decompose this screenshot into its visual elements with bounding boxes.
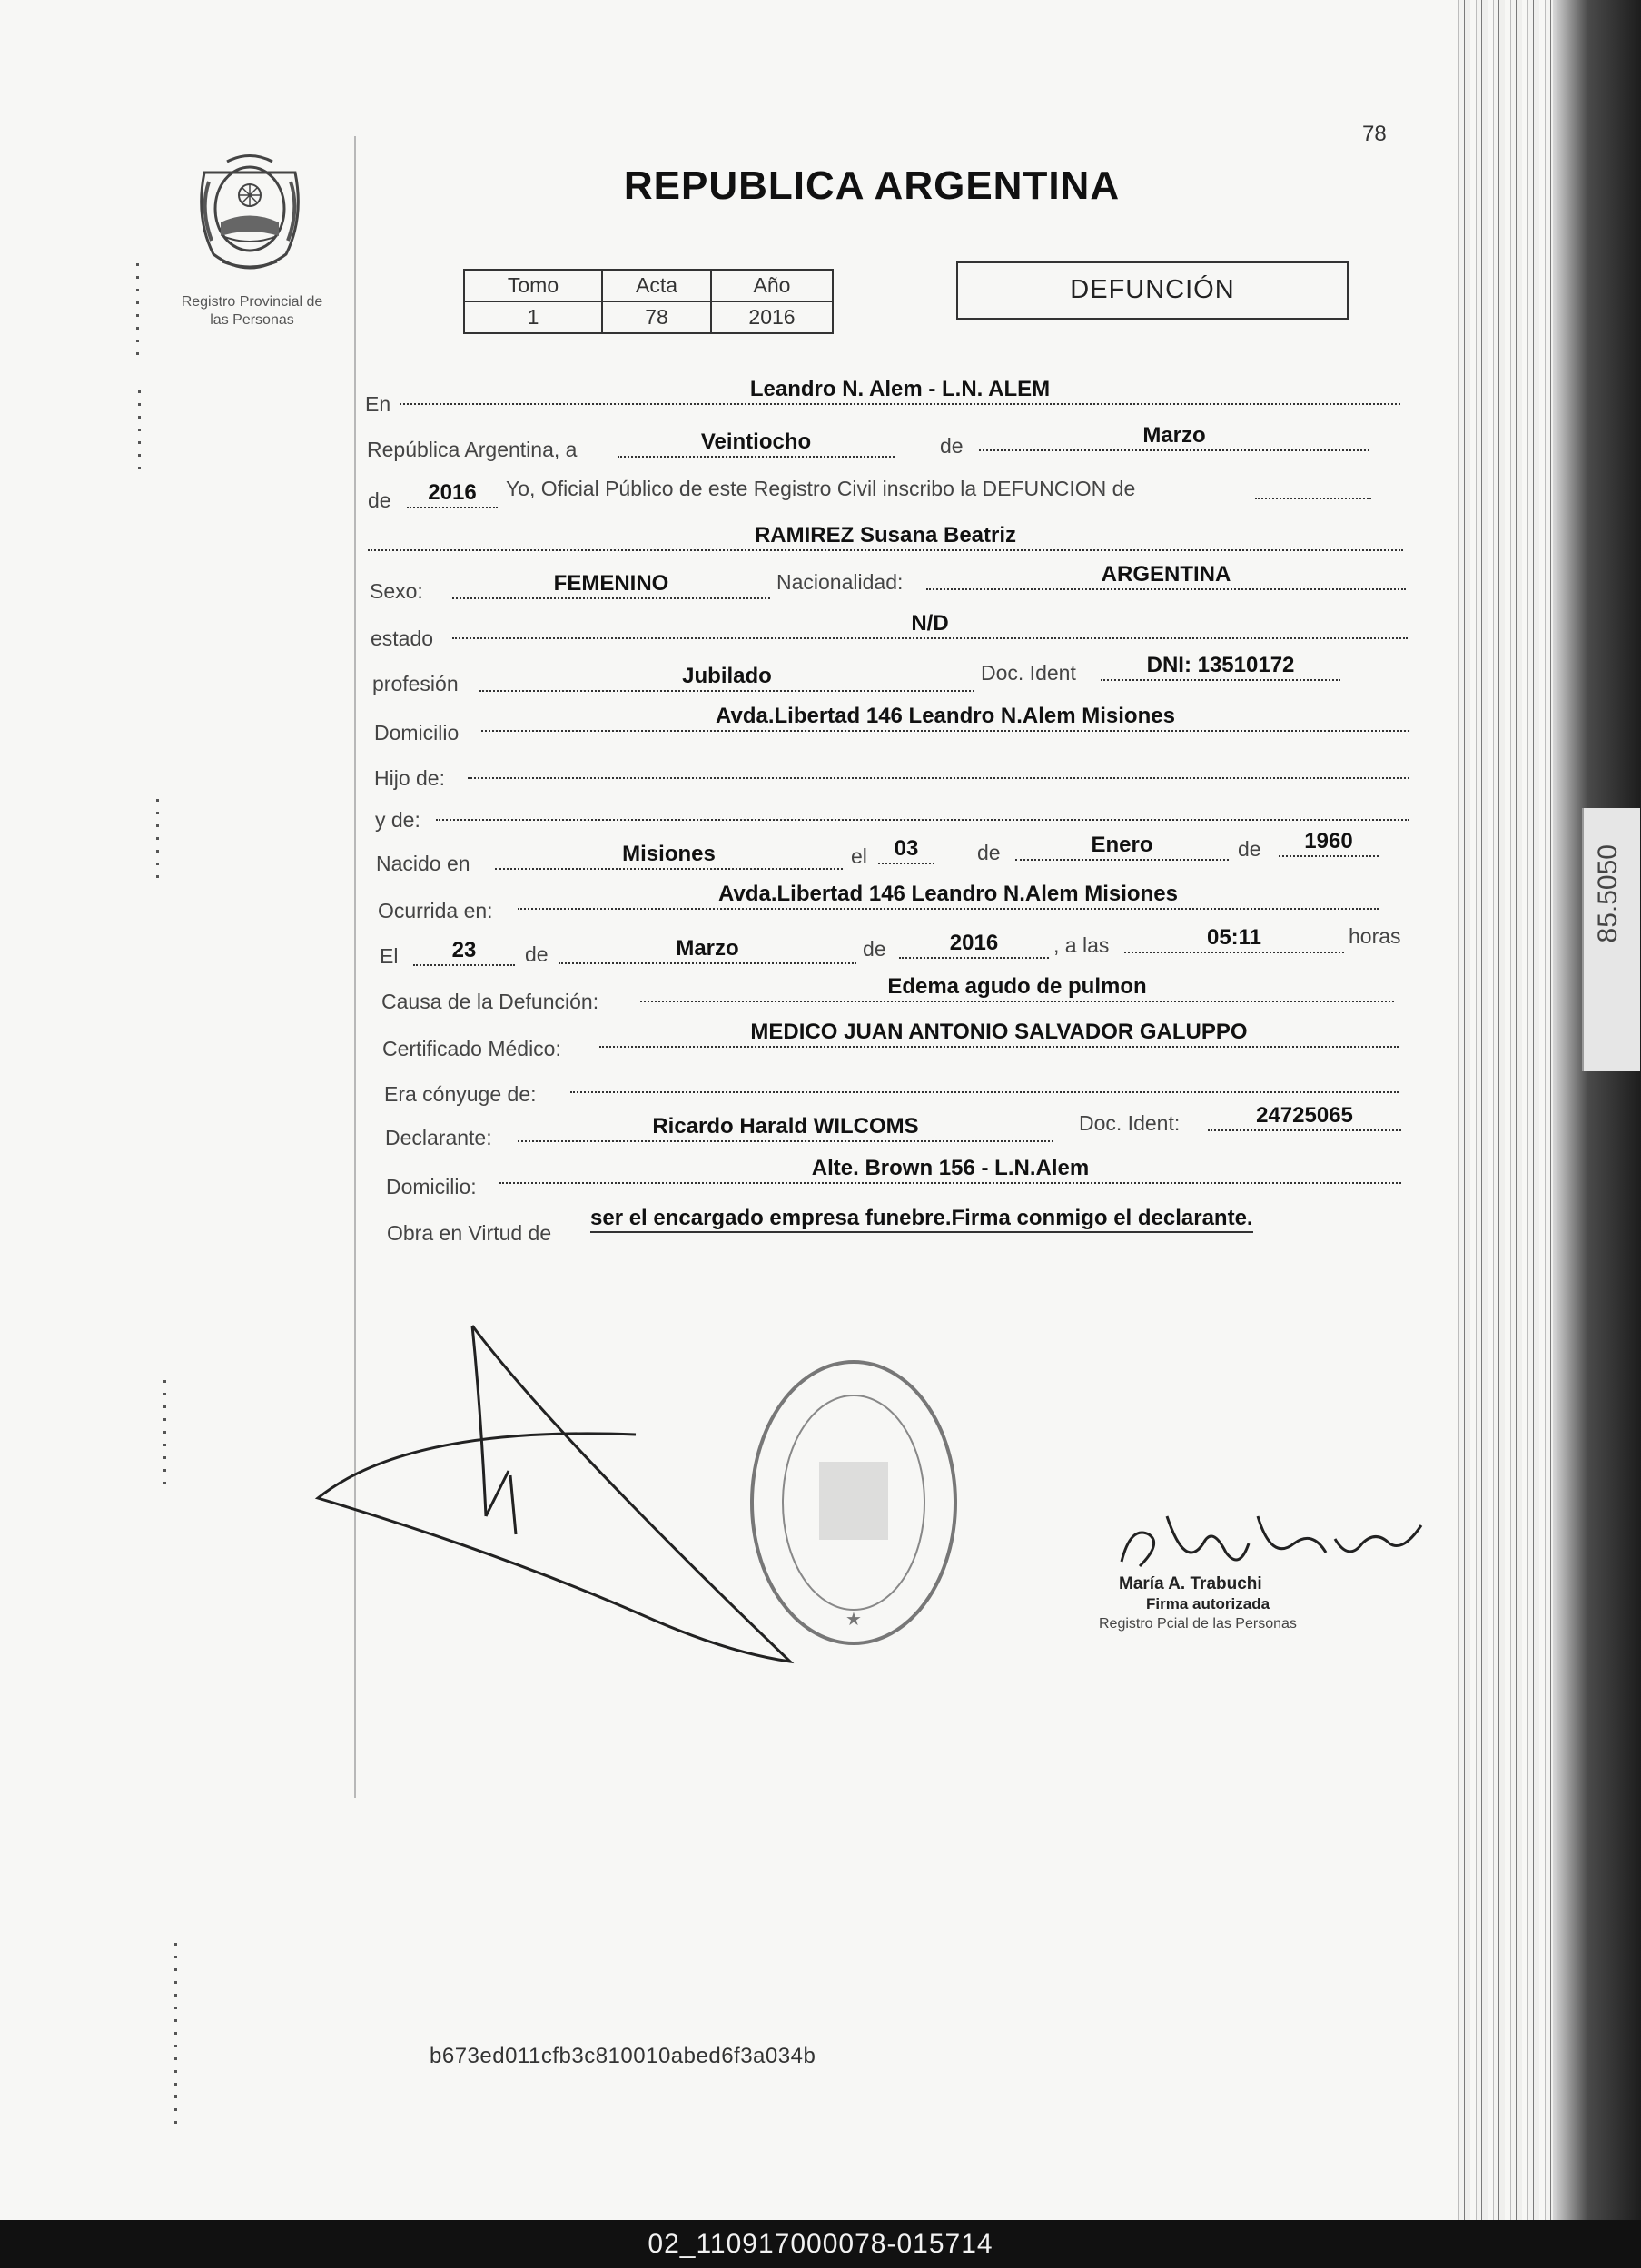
nacido-label: Nacido en: [376, 852, 470, 875]
document-hash: b673ed011cfb3c810010abed6f3a034b: [430, 2044, 816, 2068]
fall-de-label: de: [525, 942, 549, 966]
fall-dia-field: 23: [413, 937, 515, 966]
registro-line-2: las Personas: [210, 312, 294, 328]
hijo-field: [468, 750, 1409, 779]
nacido-field: Misiones: [495, 841, 843, 870]
republica-label: República Argentina, a: [367, 438, 578, 461]
declarante-label: Declarante:: [385, 1126, 492, 1149]
provincial-emblem-icon: [186, 145, 313, 281]
binding-dots: [138, 390, 141, 472]
fall-de2-label: de: [863, 937, 886, 961]
hora-field: 05:11: [1124, 924, 1344, 953]
domicilio-field: Avda.Libertad 146 Leandro N.Alem Misiones: [481, 703, 1409, 732]
domicilio2-label: Domicilio:: [386, 1175, 477, 1198]
sexo-field: FEMENINO: [452, 570, 770, 599]
hijo-label: Hijo de:: [374, 766, 445, 790]
nombre-field: RAMIREZ Susana Beatriz: [368, 522, 1403, 551]
horas-label: horas: [1349, 924, 1401, 948]
declarante-signature-icon: [300, 1307, 808, 1689]
nac-de2-label: de: [1238, 837, 1261, 861]
scan-id-bar: 02_110917000078-015714: [0, 2220, 1641, 2268]
profesion-field: Jubilado: [479, 663, 974, 692]
lugar-field: Leandro N. Alem - L.N. ALEM: [400, 376, 1400, 405]
obra-label: Obra en Virtud de: [387, 1221, 552, 1245]
signature-block: [1099, 1574, 1297, 1634]
alas-label: , a las: [1053, 933, 1110, 957]
signatory-name: María A. Trabuchi: [1119, 1574, 1262, 1593]
page-number: 78: [1362, 122, 1387, 146]
signatory-role: Firma autorizada: [1146, 1595, 1270, 1612]
table-header: Acta: [602, 270, 711, 301]
nac-dia-field: 03: [878, 835, 934, 864]
tomo-value: 1: [464, 301, 602, 333]
nacionalidad-label: Nacionalidad:: [776, 570, 904, 594]
table-row: [464, 301, 833, 333]
registro-label: [154, 293, 350, 330]
profesion-label: profesión: [372, 672, 459, 695]
certificado-label: Certificado Médico:: [382, 1037, 561, 1060]
nacionalidad-field: ARGENTINA: [926, 561, 1406, 590]
mes-field: Marzo: [979, 422, 1369, 451]
nac-mes-field: Enero: [1015, 832, 1229, 861]
causa-label: Causa de la Defunción:: [381, 990, 599, 1013]
el2-label: El: [380, 944, 399, 968]
binding-dots: [163, 1380, 166, 1489]
table-header: Tomo: [464, 270, 602, 301]
fall-anio-field: 2016: [899, 930, 1049, 959]
document-type-box: DEFUNCIÓN: [956, 261, 1349, 320]
page-title: REPUBLICA ARGENTINA: [623, 163, 1121, 208]
binding-dots: [174, 1943, 177, 2125]
table-header-row: [464, 270, 833, 301]
certificado-field: MEDICO JUAN ANTONIO SALVADOR GALUPPO: [599, 1019, 1399, 1048]
yde-label: y de:: [375, 808, 420, 832]
binding-dots: [156, 799, 159, 881]
yde-field: [436, 792, 1409, 821]
inscribo-text: Yo, Oficial Público de este Registro Civil inscribo la DEFUNCION de: [506, 477, 1136, 500]
doc-ident2-field: 24725065: [1208, 1102, 1401, 1131]
record-table: [463, 269, 834, 334]
scan-border: [1553, 0, 1641, 2220]
estado-field: N/D: [452, 610, 1408, 639]
svg-text:★: ★: [845, 1610, 862, 1630]
fall-mes-field: Marzo: [559, 935, 856, 964]
doc-ident2-label: Doc. Ident:: [1079, 1111, 1181, 1135]
domicilio2-field: Alte. Brown 156 - L.N.Alem: [499, 1155, 1401, 1184]
ocurrida-field: Avda.Libertad 146 Leandro N.Alem Misiones: [518, 881, 1379, 910]
doc-ident-label: Doc. Ident: [981, 661, 1076, 685]
conyuge-label: Era cónyuge de:: [384, 1082, 537, 1106]
causa-field: Edema agudo de pulmon: [640, 973, 1394, 1002]
nac-de-label: de: [977, 841, 1001, 864]
estado-label: estado: [371, 626, 434, 650]
de-label: de: [940, 434, 964, 458]
side-tab: [1582, 808, 1640, 1071]
anio-value: 2016: [711, 301, 833, 333]
official-stamp-icon: [745, 1353, 963, 1652]
declarante-field: Ricardo Harald WILCOMS: [518, 1113, 1053, 1142]
anio-field: 2016: [407, 479, 498, 508]
el-label: el: [851, 844, 867, 868]
side-tab-label: 85.5050: [1593, 844, 1623, 943]
en-label: En: [365, 392, 391, 416]
binding-dots: [136, 263, 139, 363]
dia-field: Veintiocho: [618, 429, 895, 458]
signatory-office: Registro Pcial de las Personas: [1099, 1616, 1297, 1632]
sexo-label: Sexo:: [370, 579, 423, 603]
doc-ident-field: DNI: 13510172: [1101, 652, 1340, 681]
table-header: Año: [711, 270, 833, 301]
obra-field: ser el encargado empresa funebre.Firma conmigo el declarante.: [590, 1206, 1253, 1233]
inscribo-tail-field: [1255, 470, 1371, 499]
ocurrida-label: Ocurrida en:: [378, 899, 493, 922]
domicilio-label: Domicilio: [374, 721, 460, 744]
registro-line-1: Registro Provincial de: [181, 294, 323, 310]
de-label-2: de: [368, 488, 391, 512]
nac-anio-field: 1960: [1279, 828, 1379, 857]
acta-value: 78: [602, 301, 711, 333]
conyuge-field: [570, 1064, 1399, 1093]
